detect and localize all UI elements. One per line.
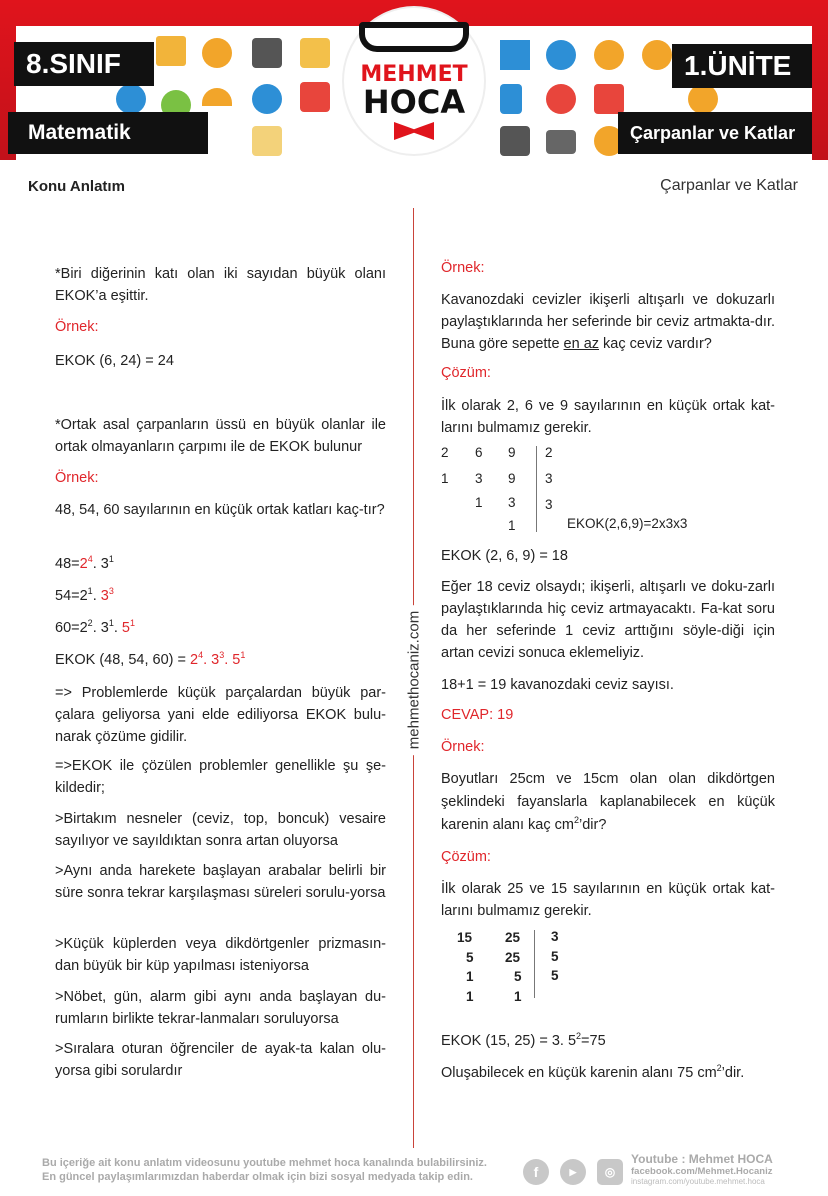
explanation: Eğer 18 ceviz olsaydı; ikişerli, altışarlı ve doku-zarlı paylaştıklarında hiç ceviz artmayacaktı. Fa-kat soru da her seferinde 1 ceviz arttığını söyle-diği için artan cevizi sonuca eklemeliyiz. [441,579,775,661]
text-segment: 3 [545,471,553,486]
percent-icon [252,84,282,114]
chart-monitor-icon [500,126,530,156]
footer-note [42,1156,487,1184]
note-2: =>EKOK ile çözülen problemler genellikle şu şe-kildedir; [55,758,386,796]
question-walnuts [441,289,775,355]
text-segment: 1 [441,471,449,486]
text-segment: 1 [475,495,483,510]
text-segment: 4 [198,650,204,660]
text-segment: . [113,620,122,636]
monitor-icon [252,38,282,68]
rule-1: *Biri diğerinin katı olan iki sayıdan büyük olanı EKOK’a eşittir. [55,266,386,304]
sum-line: 18+1 = 19 kavanozdaki ceviz sayısı. [441,677,674,693]
case-1: >Birtakım nesneler (ceviz, top, boncuk) vesaire sayılıyor ve sayıldıktan sonra artan oluyorsa [55,811,386,849]
text-segment: En güncel paylaşımlarımızdan haberdar olmak için bizi sosyal medyada takip edin. [42,1171,473,1183]
text-segment: . [92,588,101,604]
text-segment: ’dir? [579,817,607,833]
factor-60 [55,617,386,639]
emc2-icon [546,130,576,154]
example-label: Örnek: [441,739,485,755]
mehmet-hoca-logo [342,6,486,156]
factor-54 [55,585,386,607]
ekok-result-2 [441,1030,775,1052]
text-segment: Bu içeriğe ait konu anlatım videosunu youtube mehmet hoca kanalında bulabilirsiniz. [42,1157,487,1169]
chevron-coin-icon [688,84,718,114]
answer: CEVAP: 19 [441,707,514,723]
clipboard-icon [300,38,330,68]
glasses-icon [359,22,469,52]
protractor-icon [202,88,232,106]
text-segment: 2 [545,445,553,460]
text-segment: 2 [190,652,199,668]
case-2: >Aynı anda harekete başlayan arabalar belirli bir süre sonra tekrar karşılaşması süreleri sorulu-yorsa [55,863,386,901]
example-1: EKOK (6, 24) = 24 [55,353,174,369]
question-2: 48, 54, 60 sayılarının en küçük ortak katları kaç-tır? [55,502,385,518]
text-segment: 54=2 [55,588,88,604]
text-segment: 3 [108,586,114,596]
text-segment: 3 [475,471,483,486]
text-segment: 4 [87,554,93,564]
text-segment: 3 [100,588,109,604]
facebook-link[interactable]: facebook.com/Mehmet.Hocaniz [631,1166,773,1177]
text-segment: EKOK (15, 25) = 3. 5 [441,1033,577,1049]
text-segment: Boyutları 25cm ve 15cm olan olan dikdörtgen şeklindeki fayanslarla kaplanabilecek en küçük karenin alanı kaç cm [441,771,775,833]
text-segment: 25 [505,930,521,945]
text-segment: 3 [219,650,225,660]
text-segment: 5 [121,620,130,636]
example-label: Örnek: [55,319,99,335]
website-watermark: mehmethocaniz.com [404,605,425,755]
section-label: Konu Anlatım [28,178,125,195]
logo-line1: MEHMET [360,62,468,87]
text-segment: 2 [716,1063,722,1073]
solution-label: Çözüm: [441,365,491,381]
text-segment: 2 [573,815,579,825]
function-icon [546,84,576,114]
text-segment: . 3 [92,620,109,636]
grade-label: 8.SINIF [14,42,154,86]
ekok-result-1: EKOK (2, 6, 9) = 18 [441,548,568,564]
text-segment: en az [563,336,600,352]
text-segment: 2 [576,1031,582,1041]
factor-48 [55,553,386,575]
section-topic: Çarpanlar ve Katlar [660,177,798,194]
text-segment: 1 [129,618,135,628]
youtube-link[interactable]: Youtube : Mehmet HOCA [631,1152,773,1166]
example-label: Örnek: [55,470,99,486]
text-segment: 1 [466,969,474,984]
youtube-icon[interactable]: ▶ [560,1159,586,1185]
final-answer [441,1062,775,1084]
text-segment: kaç ceviz vardır? [599,336,712,352]
cone-icon [116,84,146,114]
calculator-icon [300,82,330,112]
text-segment: . 5 [224,652,241,668]
logo-line2: HOCA [362,83,466,121]
text-segment: =75 [581,1033,606,1049]
ekok-result [55,649,386,671]
pie-chart-icon [546,40,576,70]
text-segment: 9 [508,445,516,460]
text-segment: 1 [87,586,93,596]
text-segment: 3 [508,495,516,510]
text-segment: 1 [466,989,474,1004]
text-segment: 5 [514,969,522,984]
example-label: Örnek: [441,260,485,276]
text-segment: 5 [551,968,559,983]
topic-label: Çarpanlar ve Katlar [618,112,812,154]
text-segment: Oluşabilecek en küçük karenin alanı 75 cm [441,1065,717,1081]
unit-label: 1.ÜNİTE [672,44,812,88]
text-segment: 60=2 [55,620,88,636]
text-segment: 2 [79,556,88,572]
social-links [631,1152,773,1186]
text-segment: 1 [240,650,246,660]
book-icon [156,36,186,66]
text-segment: ’dir. [721,1065,745,1081]
solution-label: Çözüm: [441,849,491,865]
note-1: => Problemlerde küçük parçalardan büyük par-çalara geliyorsa yani elde ediliyorsa EKOK bulu-narak çözüme gidilir. [55,685,386,745]
table-divider-line [534,930,535,998]
cube-icon [594,84,624,114]
text-segment: Kavanozdaki cevizler ikişerli altışarlı ve dokuzarlı paylaştıklarında her seferinde bir ceviz artmakta-dır. Buna göre sepette [441,292,775,352]
text-segment: 48= [55,556,80,572]
text-segment: EKOK (48, 54, 60) = [55,652,191,668]
ekok-note: EKOK(2,6,9)=2x3x3 [567,516,688,531]
phone-icon [500,84,522,114]
subject-label: Matematik [8,112,208,154]
bowtie-icon [394,122,434,140]
pyramid-icon [500,40,530,70]
text-segment: 25 [505,950,521,965]
table-divider-line [536,446,537,532]
burger-icon [594,40,624,70]
text-segment: . 3 [92,556,109,572]
text-segment: 2 [87,618,93,628]
text-segment: 3 [551,929,559,944]
text-segment: 9 [508,471,516,486]
division-icon [642,40,672,70]
text-segment: 5 [466,950,474,965]
case-4: >Nöbet, gün, alarm gibi aynı anda başlayan du-rumların birlikte tekrar-lanmaları soruluyorsa [55,989,386,1027]
text-segment: 1 [514,989,522,1004]
text-segment: 5 [551,949,559,964]
sigma-icon [202,38,232,68]
text-segment: 6 [475,445,483,460]
facebook-icon[interactable]: f [523,1159,549,1185]
text-segment: . 3 [203,652,220,668]
text-segment: 1 [508,518,516,533]
question-tiles [441,768,775,837]
solution-intro: İlk olarak 2, 6 ve 9 sayılarının en küçük ortak kat-larını bulmamız gerekir. [441,398,775,436]
text-segment: 1 [108,554,114,564]
text-segment: 15 [457,930,473,945]
case-3: >Küçük küplerden veya dikdörtgenler prizmasın-dan büyük bir küp yapılması isteniyorsa [55,936,386,974]
instagram-link[interactable]: instagram.com/youtube.mehmet.hoca [631,1177,765,1186]
case-5: >Sıralara oturan öğrenciler de ayak-ta kalan olu-yorsa gibi sorulardır [55,1041,386,1079]
solution-intro: İlk olarak 25 ve 15 sayılarının en küçük ortak kat-larını bulmamız gerekir. [441,881,775,919]
text-segment: 3 [545,497,553,512]
instagram-icon[interactable]: ◎ [597,1159,623,1185]
text-segment: 1 [108,618,114,628]
rule-2: *Ortak asal çarpanların üssü en büyük olanlar ile ortak olmayanların çarpımı ile de EKOK bulunur [55,417,386,455]
text-segment: 2 [441,445,449,460]
abacus-icon [252,126,282,156]
